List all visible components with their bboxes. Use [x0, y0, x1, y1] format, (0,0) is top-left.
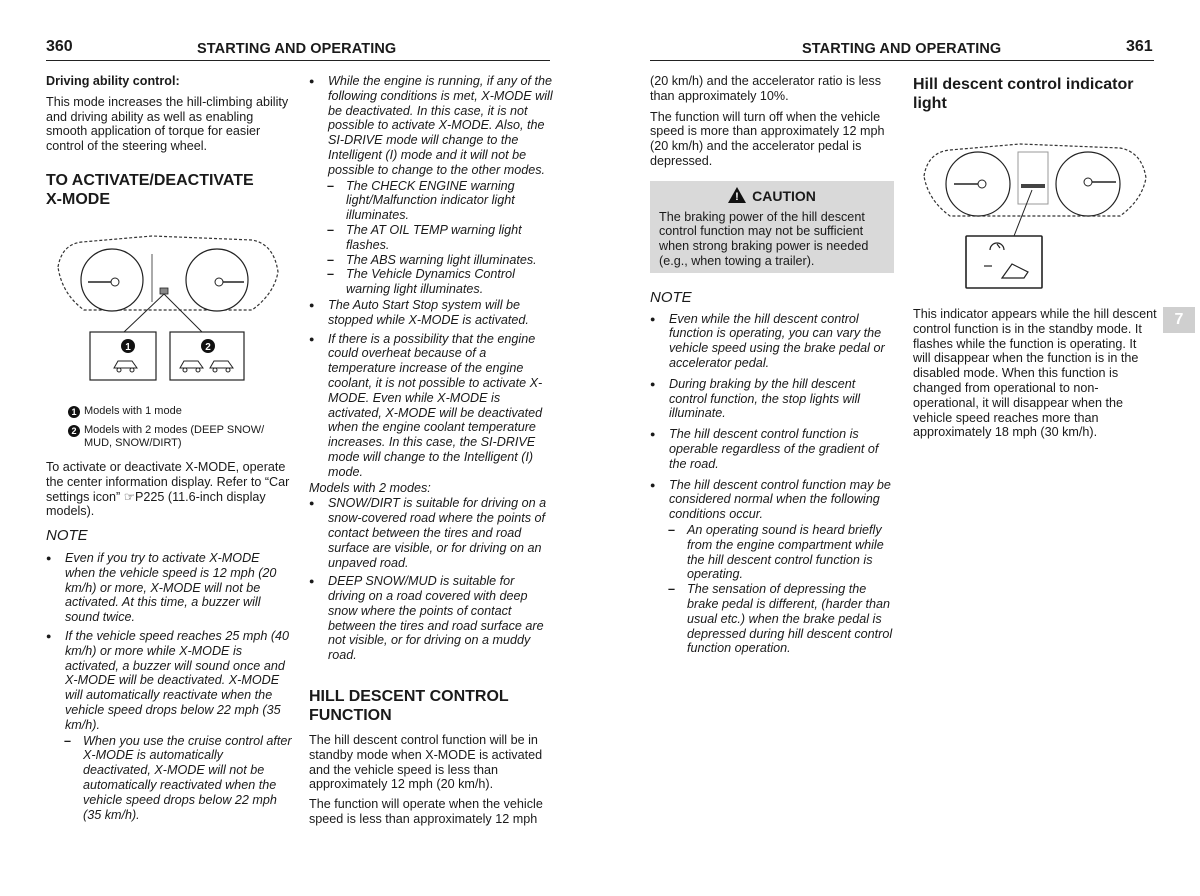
- header-rule-left: [46, 60, 550, 61]
- condition-bullet: ● While the engine is running, if any of the following conditions is met, X-MODE will be deactivated. In this case, it is not possible to activate X-MODE. Also, the SI-DRIVE mode will change to the Intelligent (I) mode and it will not be possible to change to the other modes.: [309, 74, 553, 178]
- section-title-line-1: TO ACTIVATE/DEACTIVATE: [46, 171, 254, 189]
- cluster-legend: [68, 405, 294, 451]
- note-subitem: – When you use the cruise control after X-MODE is automatically deactivated, X-MODE will not be automatically reactivated when the vehicle speed drops below 22 mph (35 km/h).: [64, 734, 292, 823]
- condition-subitem: – The AT OIL TEMP warning light flashes.: [327, 223, 553, 253]
- note-item: ● During braking by the hill descent control function, the stop lights will illuminate.: [650, 377, 894, 421]
- note-subitem: – An operating sound is heard briefly from the engine compartment while the hill descent control function is operating.: [668, 523, 894, 582]
- hdc-indicator-icon: [1021, 184, 1045, 188]
- hdc-indicator-text: This indicator appears while the hill descent control function is in the standby mode. It flashes while the function is operating. It will disappear when the function is in the disabled mode. When this function is changed from operational to non-operational, it will disappear when the vehicle speed reaches more than approximately 18 mph (30 km/h).: [913, 307, 1157, 440]
- note-list-right: [650, 312, 894, 657]
- caution-box: [650, 181, 894, 273]
- hdc-indicator-title: Hill descent control indicator light: [913, 76, 1134, 112]
- note-label-left: NOTE: [46, 527, 88, 545]
- note-item: ● If the vehicle speed reaches 25 mph (40 km/h) or more while X-MODE is activated, a buzzer will sound once and X-MODE will be deactivated. X-MODE will automatically reactivate when the vehicle speed drops below 22 mph (35 km/h).: [46, 629, 292, 733]
- section-title-hdc: [309, 687, 553, 725]
- legend-number-1: 1: [68, 406, 80, 418]
- condition-subitem: – The CHECK ENGINE warning light/Malfunction indicator light illuminates.: [327, 179, 553, 223]
- page-number-right: 361: [1126, 38, 1153, 55]
- mode-bullet: ● SNOW/DIRT is suitable for driving on a snow-covered road where the points of contact between the tires and road surface are visible, or for driving on an unpaved road.: [309, 496, 553, 570]
- section-title-line-2: FUNCTION: [309, 707, 392, 724]
- left-column-2: [309, 74, 553, 667]
- header-rule-right: [650, 60, 1154, 61]
- hdc-paragraph-1: The hill descent control function will be in standby mode when X-MODE is activated and the vehicle speed is less than approximately 12 mph (20 km/h).: [309, 733, 543, 792]
- continued-text: (20 km/h) and the accelerator ratio is less than approximately 10%.: [650, 74, 881, 103]
- hdc-section: [309, 687, 553, 827]
- legend-text-1: Models with 1 mode: [84, 405, 182, 417]
- condition-bullet: ● The Auto Start Stop system will be stopped while X-MODE is activated.: [309, 298, 553, 328]
- caution-heading: [650, 181, 894, 204]
- condition-bullet: ● If there is a possibility that the engine could overheat because of a temperature increase of the engine coolant, it is not possible to activate X-MODE. Even while X-MODE is activated, X-MODE will be deactivated when the engine coolant temperature increases. In this case, the SI-DRIVE mode will change to the Intelligent (I) mode.: [309, 332, 553, 480]
- caution-text: The braking power of the hill descent control function may not be sufficient when strong braking power is needed (e.g., when towing a trailer).: [659, 209, 869, 268]
- xmode-cluster-illustration: [52, 232, 284, 384]
- mode-bullet: ● DEEP SNOW/MUD is suitable for driving on a road covered with deep snow where the points of contact between the tires and road surface are not visible, or for driving on a muddy road.: [309, 574, 553, 663]
- left-column-1: [46, 74, 292, 209]
- xmode-indicator-icon: [160, 288, 168, 294]
- note-item: ● The hill descent control function is operable regardless of the gradient of the road.: [650, 427, 894, 471]
- header-title-right: STARTING AND OPERATING: [802, 41, 1002, 57]
- note-item: ● The hill descent control function may be considered normal when the following conditions occur.: [650, 478, 894, 522]
- callout-2: 2: [205, 342, 211, 353]
- caution-label: CAUTION: [752, 187, 816, 204]
- hdc-paragraph-2: The function will operate when the vehicle speed is less than approximately 12 mph: [309, 797, 543, 826]
- legend-number-2: 2: [68, 425, 80, 437]
- one-mode-panel: [90, 332, 156, 380]
- condition-subitem: – The ABS warning light illuminates.: [327, 253, 553, 268]
- left-column-1-lower: [46, 460, 292, 822]
- legend-text-2: Models with 2 modes (DEEP SNOW/ MUD, SNOW/DIRT): [84, 423, 265, 449]
- driving-ability-text: This mode increases the hill-climbing ability and driving ability as well as enabling smooth application of torque for easier control of the steering wheel.: [46, 94, 289, 154]
- page-number-left: 360: [46, 38, 73, 55]
- turnoff-text: The function will turn off when the vehicle speed is more than approximately 12 mph (20 km/h) and the accelerator pedal is depressed.: [650, 109, 885, 168]
- models-label: Models with 2 modes:: [309, 480, 431, 495]
- section-title-line-2: X-MODE: [46, 190, 110, 208]
- note-item: ● Even if you try to activate X-MODE when the vehicle speed is 12 mph (20 km/h) or more, X-MODE will not be activated. At this time, a buzzer will sound twice.: [46, 551, 292, 625]
- note-subitem: – The sensation of depressing the brake pedal is different, (harder than usual etc.) when the brake pedal is depressed during hill descent control function operation.: [668, 582, 894, 656]
- condition-subitem: – The Vehicle Dynamics Control warning light illuminates.: [327, 267, 553, 297]
- legend-item-1: [68, 405, 294, 419]
- hdc-cluster-illustration: [920, 138, 1152, 294]
- right-column-1: [650, 74, 894, 656]
- warning-triangle-icon: !: [728, 187, 746, 203]
- chapter-tab: 7: [1163, 307, 1195, 333]
- section-title-line-1: HILL DESCENT CONTROL: [309, 688, 509, 705]
- header-title-left: STARTING AND OPERATING: [197, 41, 397, 57]
- note-item: ● Even while the hill descent control function is operating, you can vary the vehicle speed using the brake pedal or accelerator pedal.: [650, 312, 894, 371]
- section-title-xmode: [46, 171, 292, 209]
- activate-text: To activate or deactivate X-MODE, operate the center information display. Refer to “Car settings icon” ☞P225 (11.6-inch display models).: [46, 460, 290, 519]
- callout-1: 1: [125, 342, 131, 353]
- note-label-right: NOTE: [650, 288, 692, 306]
- hdc-icon-panel: [966, 236, 1042, 288]
- legend-item-2: [68, 424, 294, 451]
- driving-ability-heading: Driving ability control:: [46, 74, 180, 88]
